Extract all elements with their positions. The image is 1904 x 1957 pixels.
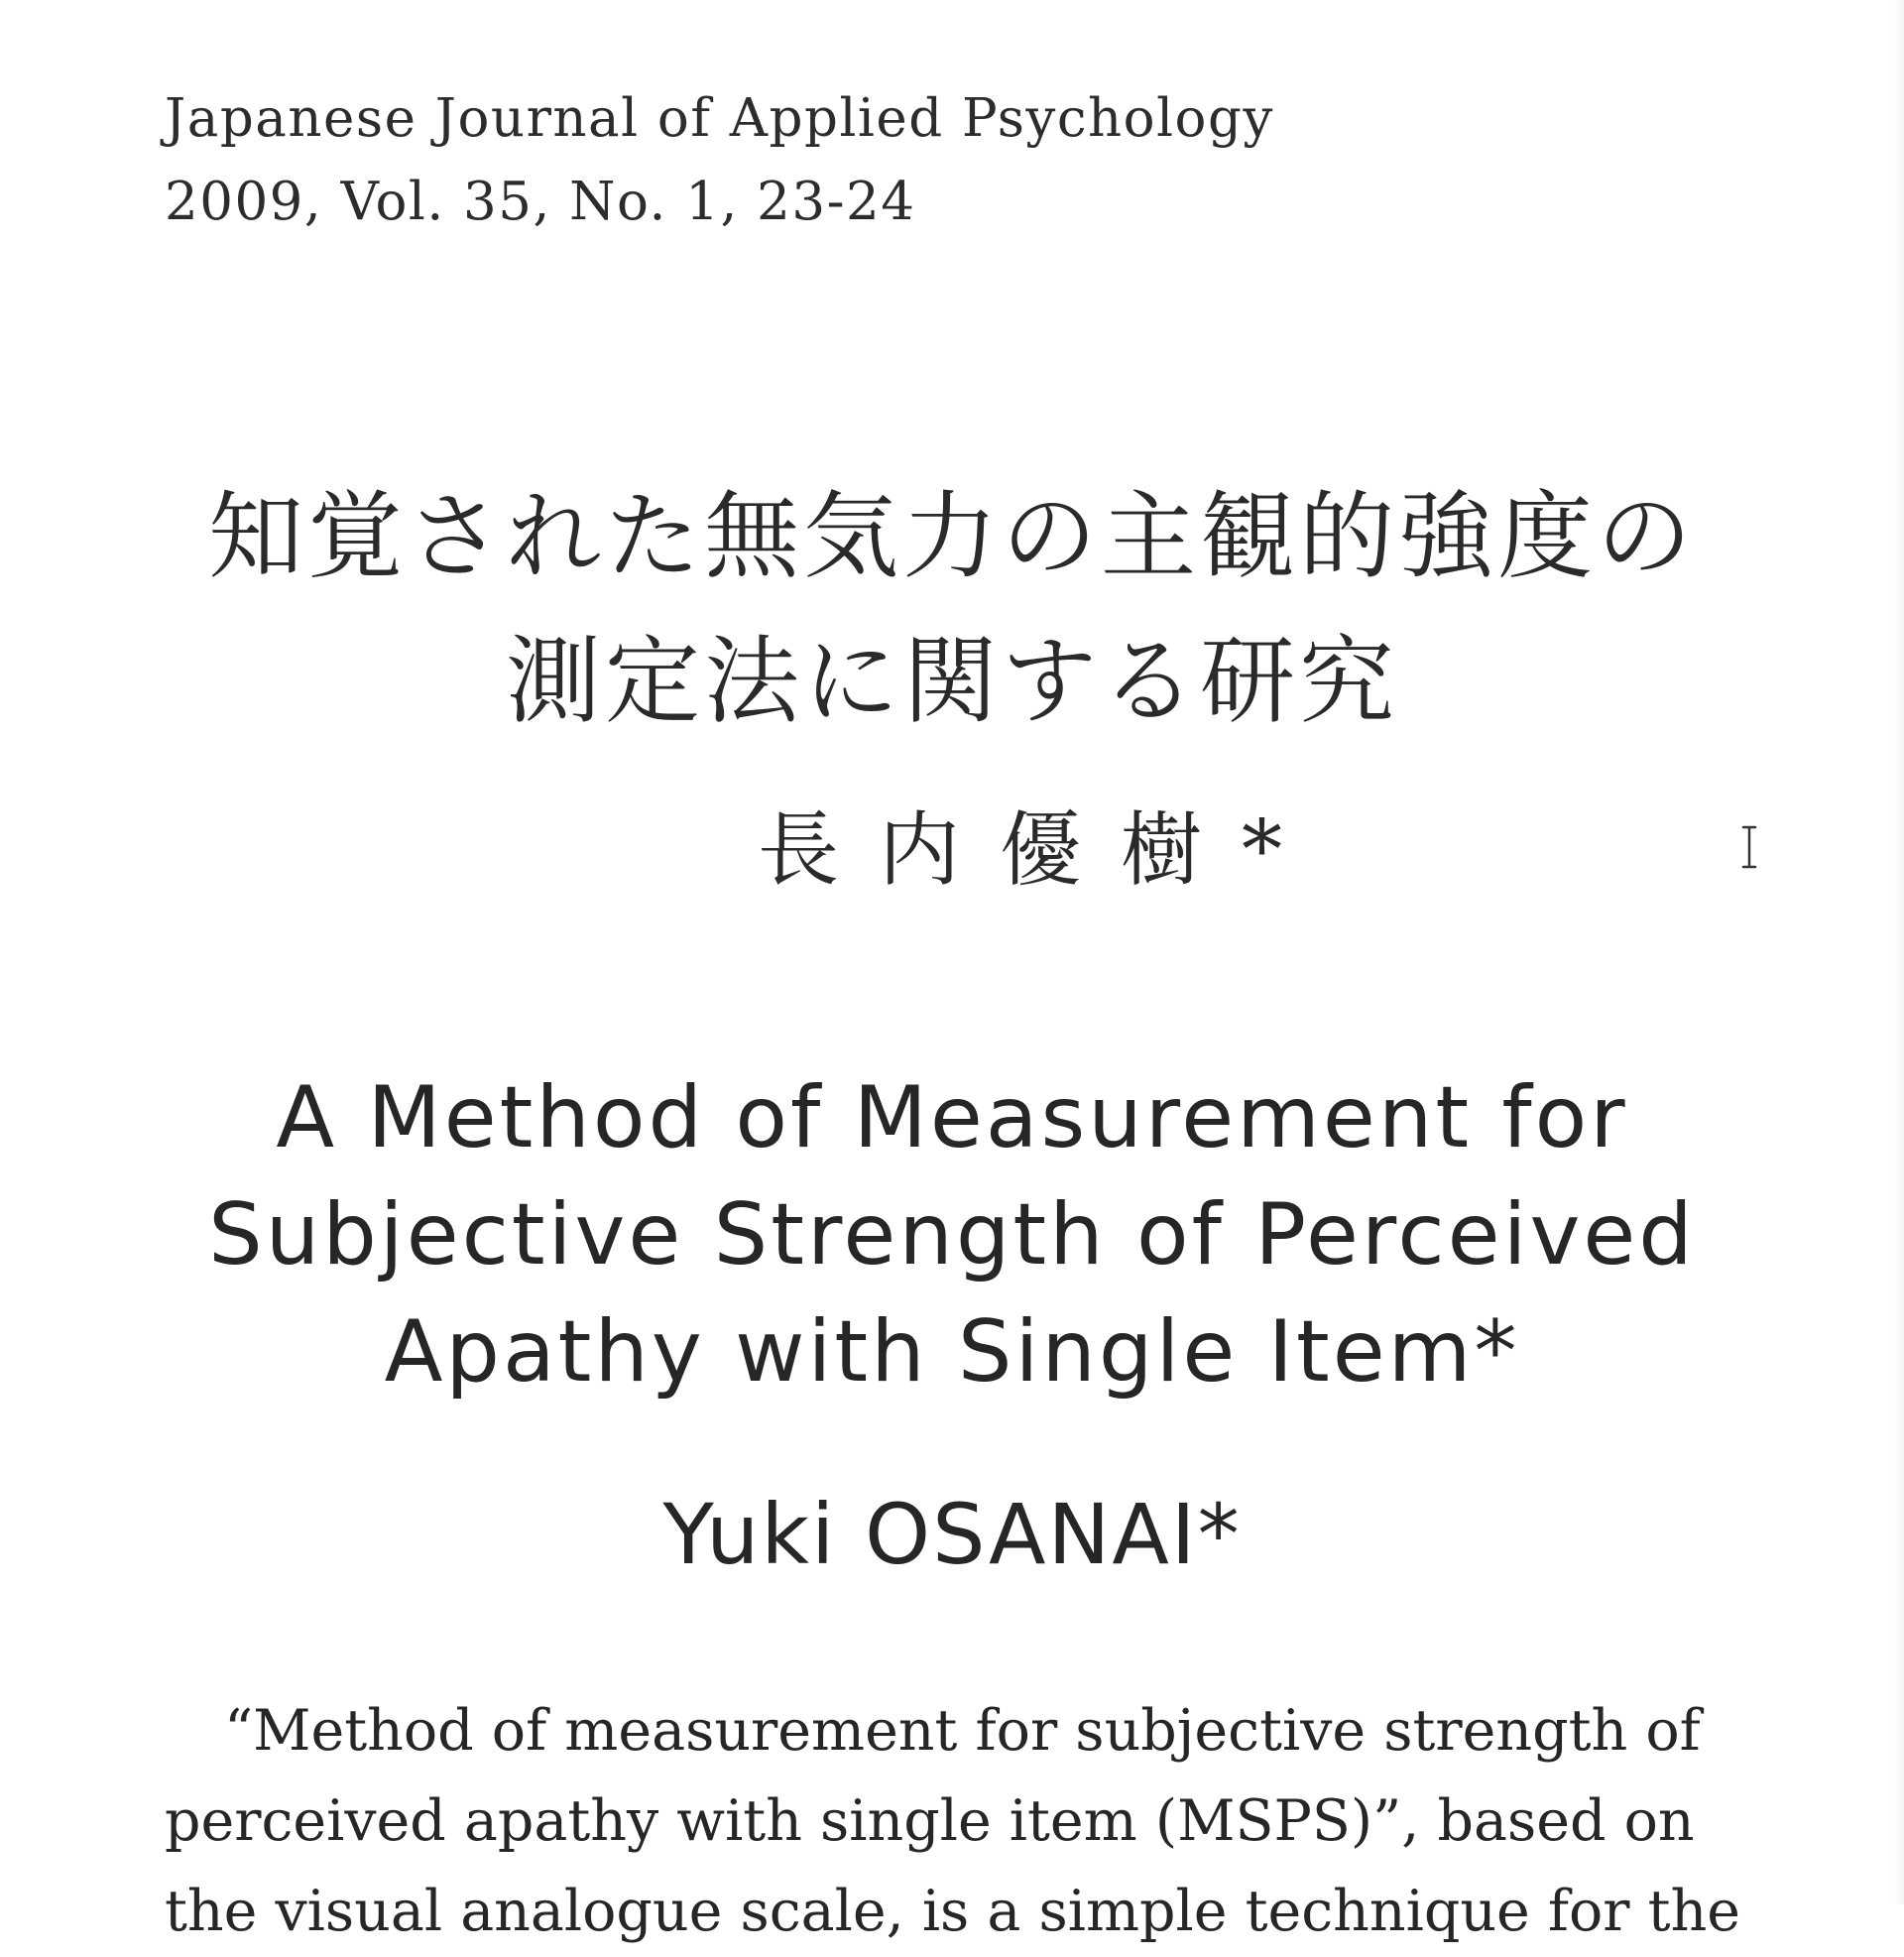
japanese-title-line-1: 知覚された無気力の主観的強度の (208, 481, 1696, 592)
journal-header (165, 77, 1274, 244)
text-cursor-icon (1737, 825, 1761, 869)
abstract-line-3: the visual analogue scale, is a simple technique for the (165, 1879, 1741, 1944)
english-author: Yuki OSANAI* (662, 1486, 1242, 1583)
english-title (0, 1059, 1904, 1410)
abstract-line-2: perceived apathy with single item (MSPS)”, based on (165, 1788, 1695, 1854)
english-title-line-1: A Method of Measurement for (276, 1068, 1628, 1167)
english-title-line-3: Apathy with Single Item* (384, 1302, 1520, 1402)
japanese-author: 長内優樹* (758, 803, 1323, 898)
abstract-line-1: “Method of measurement for subjective strength of (224, 1698, 1701, 1764)
journal-citation: 2009, Vol. 35, No. 1, 23-24 (165, 172, 916, 232)
english-title-line-2: Subjective Strength of Perceived (208, 1185, 1696, 1284)
journal-name: Japanese Journal of Applied Psychology (165, 88, 1274, 149)
abstract-text (165, 1686, 1811, 1957)
japanese-title-line-2: 測定法に関する研究 (506, 626, 1398, 737)
japanese-title (0, 464, 1904, 754)
page-edge-shadow (1894, 0, 1904, 1904)
